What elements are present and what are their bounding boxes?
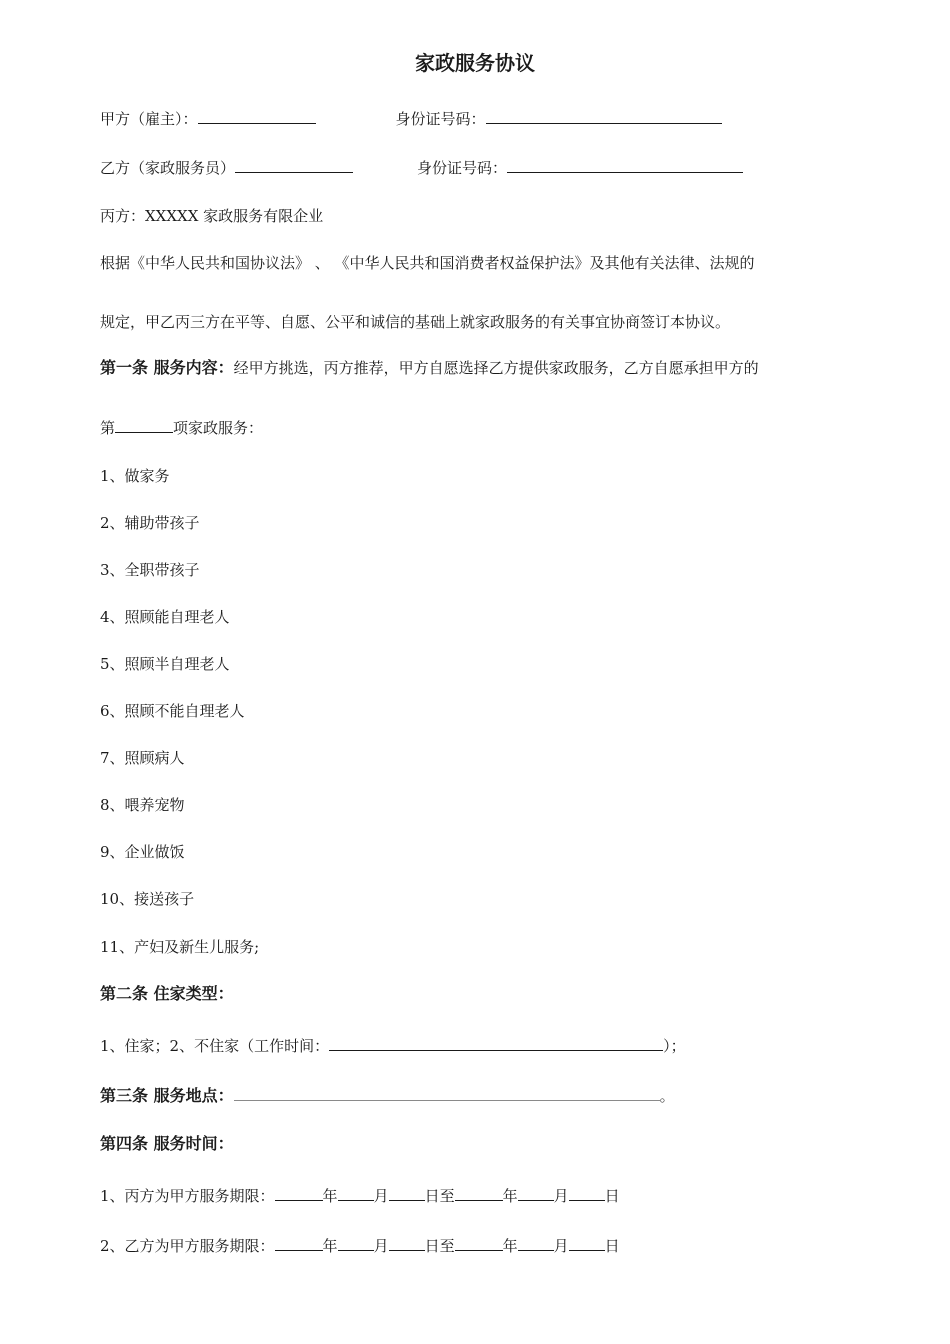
- day-to-label: 日至: [424, 1187, 455, 1205]
- service-item: 7、照顾病人: [100, 749, 185, 767]
- month-label: 月: [373, 1187, 389, 1205]
- service-item: 11、产妇及新生儿服务;: [100, 938, 260, 956]
- day-to-label: 日至: [424, 1237, 455, 1255]
- article-3-heading: 第三条 服务地点：: [100, 1086, 234, 1105]
- year-label: 年: [322, 1237, 338, 1255]
- service-item: 9、企业做饭: [100, 843, 185, 861]
- party-b-id-label: 身份证号码：: [417, 159, 508, 177]
- article-1-heading: 第一条 服务内容：: [100, 358, 234, 377]
- end-year-field[interactable]: [455, 1234, 503, 1251]
- article-3-row: [100, 1084, 675, 1106]
- article-1-item-row: [100, 416, 263, 438]
- end-month-field[interactable]: [518, 1234, 554, 1251]
- service-item: 10、接送孩子: [100, 890, 195, 908]
- month-label: 月: [373, 1237, 389, 1255]
- article-1-text: 经甲方挑选，丙方推荐，甲方自愿选择乙方提供家政服务，乙方自愿承担甲方的: [233, 359, 759, 377]
- party-b-row: [100, 156, 743, 178]
- day-label: 日: [604, 1237, 620, 1255]
- end-year-field[interactable]: [455, 1184, 503, 1201]
- party-b-name-field[interactable]: [235, 156, 353, 173]
- preamble-line-2: 规定，甲乙丙三方在平等、自愿、公平和诚信的基础上就家政服务的有关事宜协商签订本协议。: [100, 313, 731, 331]
- service-item: 2、辅助带孩子: [100, 514, 200, 532]
- article-3-end: 。: [659, 1087, 675, 1105]
- year-label: 年: [502, 1187, 518, 1205]
- start-day-field[interactable]: [389, 1184, 425, 1201]
- work-hours-field[interactable]: [329, 1034, 663, 1051]
- start-year-field[interactable]: [275, 1234, 323, 1251]
- month-label: 月: [553, 1237, 569, 1255]
- service-location-field[interactable]: [234, 1084, 660, 1101]
- party-a-id-label: 身份证号码：: [395, 110, 486, 128]
- start-year-field[interactable]: [275, 1184, 323, 1201]
- service-period-b-label: 2、乙方为甲方服务期限：: [100, 1237, 275, 1255]
- start-month-field[interactable]: [338, 1234, 374, 1251]
- day-label: 日: [604, 1187, 620, 1205]
- page-title: 家政服务协议: [415, 51, 535, 75]
- year-label: 年: [502, 1237, 518, 1255]
- service-item: 6、照顾不能自理老人: [100, 702, 245, 720]
- end-day-field[interactable]: [569, 1184, 605, 1201]
- service-number-field[interactable]: [115, 416, 173, 433]
- article-1-item-prefix: 第: [100, 419, 116, 437]
- party-a-id-field[interactable]: [486, 107, 722, 124]
- article-2-option-text: 1、住家；2、不住家（工作时间：: [100, 1037, 330, 1055]
- service-item: 8、喂养宠物: [100, 796, 185, 814]
- year-label: 年: [322, 1187, 338, 1205]
- party-c-row: 丙方：XXXXX 家政服务有限企业: [100, 207, 324, 225]
- end-day-field[interactable]: [569, 1234, 605, 1251]
- month-label: 月: [553, 1187, 569, 1205]
- article-2-option-end: ）；: [663, 1037, 686, 1055]
- party-b-label: 乙方（家政服务员）: [100, 159, 236, 177]
- service-item: 3、全职带孩子: [100, 561, 200, 579]
- party-a-row: [100, 107, 722, 129]
- party-a-label: 甲方（雇主）：: [100, 110, 198, 128]
- party-b-id-field[interactable]: [507, 156, 743, 173]
- article-2-heading: 第二条 住家类型：: [100, 984, 234, 1003]
- service-item: 5、照顾半自理老人: [100, 655, 230, 673]
- article-1-row: [100, 358, 759, 378]
- start-day-field[interactable]: [389, 1234, 425, 1251]
- service-item: 4、照顾能自理老人: [100, 608, 230, 626]
- article-1-item-suffix: 项家政服务：: [173, 419, 264, 437]
- service-period-b-row: [100, 1234, 620, 1256]
- start-month-field[interactable]: [338, 1184, 374, 1201]
- preamble-line-1: 根据《中华人民共和国协议法》 、 《中华人民共和国消费者权益保护法》及其他有关法律、法规的: [100, 254, 755, 272]
- service-item: 1、做家务: [100, 467, 170, 485]
- end-month-field[interactable]: [518, 1184, 554, 1201]
- article-4-heading: 第四条 服务时间：: [100, 1134, 234, 1153]
- service-period-c-row: [100, 1184, 620, 1206]
- party-a-name-field[interactable]: [198, 107, 316, 124]
- article-2-option-row: [100, 1034, 686, 1056]
- service-period-c-label: 1、丙方为甲方服务期限：: [100, 1187, 275, 1205]
